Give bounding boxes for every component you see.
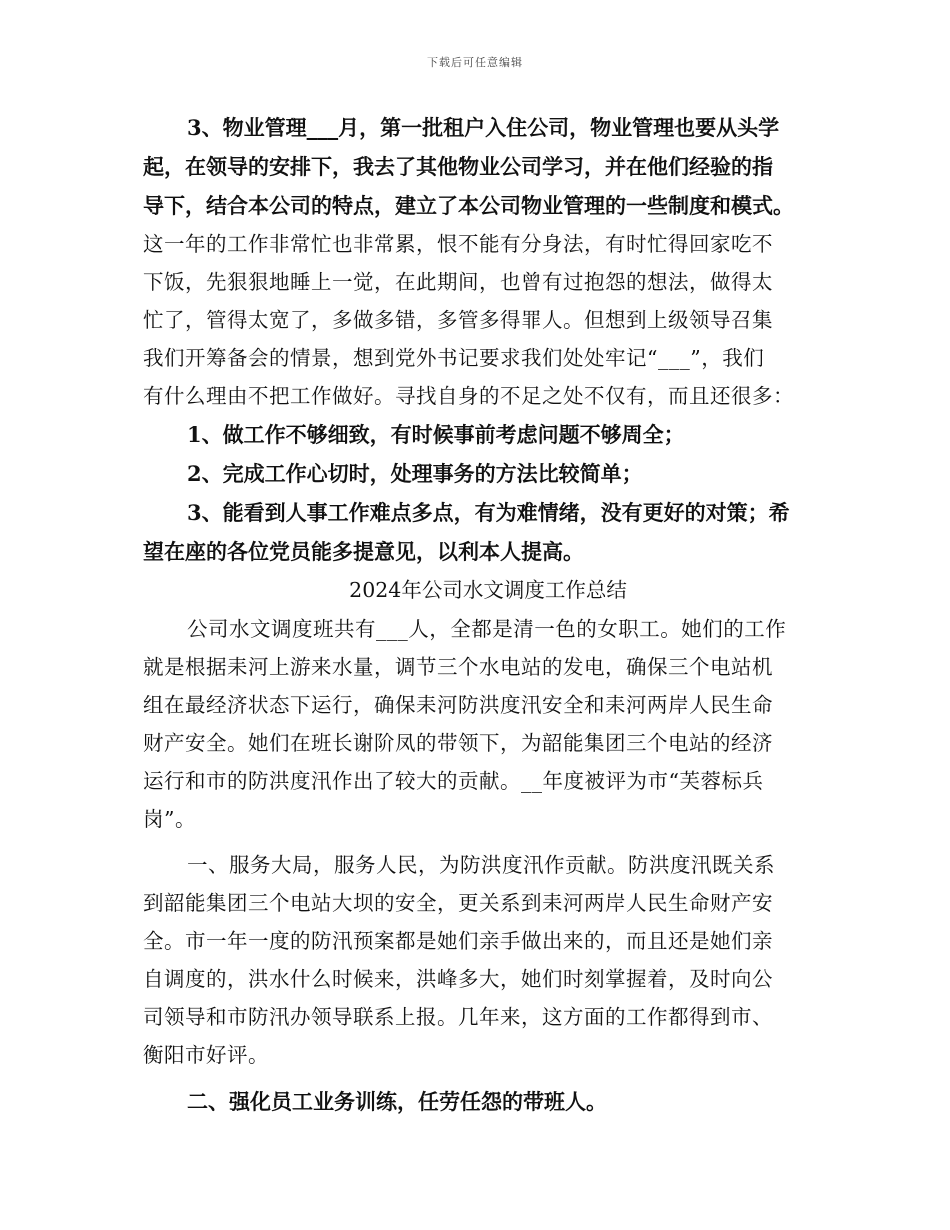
paragraph-line: 司领导和市防汛办领导联系上报。几年来，这方面的工作都得到市、 [143, 1005, 773, 1029]
paragraph-line: 导下，结合本公司的特点，建立了本公司物业管理的一些制度和模式。 [143, 193, 794, 218]
paragraph-line: 这一年的工作非常忙也非常累，恨不能有分身法，有时忙得回家吃不 [143, 232, 773, 256]
paragraph-line: 就是根据耒河上游来水量，调节三个水电站的发电，确保三个电站机 [143, 655, 773, 679]
paragraph-line: 望在座的各位党员能多提意见，以利本人提高。 [143, 539, 584, 564]
paragraph-gap [143, 838, 823, 846]
list-item: 3、能看到人事工作难点多点，有为难情绪，没有更好的对策；希 [187, 500, 790, 525]
paragraph-line: 组在最经济状态下运行，确保耒河防洪度汛安全和耒河两岸人民生命 [143, 693, 773, 717]
paragraph-line: 起，在领导的安排下，我去了其他物业公司学习，并在他们经验的指 [143, 154, 773, 179]
paragraph-line: 自调度的，洪水什么时候来，洪峰多大，她们时刻掌握着，及时向公 [143, 967, 773, 991]
paragraph-line: 运行和市的防洪度汛作出了较大的贡献。__年度被评为市“芙蓉标兵 [143, 769, 764, 793]
paragraph-line: 到韶能集团三个电站大坝的安全，更关系到耒河两岸人民生命财产安 [143, 891, 773, 915]
paragraph-line: 全。市一年一度的防汛预案都是她们亲手做出来的，而且还是她们亲 [143, 929, 773, 953]
paragraph-line: 公司水文调度班共有___人，全都是清一色的女职工。她们的工作 [187, 617, 787, 641]
paragraph-line: 一、服务大局，服务人民，为防洪度汛作贡献。防洪度汛既关系 [187, 853, 775, 877]
section-heading: 二、强化员工业务训练，任劳任怨的带班人。 [187, 1089, 607, 1114]
paragraph-line: 岗”。 [143, 807, 196, 831]
list-item: 1、做工作不够细致，有时候事前考虑问题不够周全； [187, 422, 685, 447]
paragraph-line: 财产安全。她们在班长谢阶凤的带领下，为韶能集团三个电站的经济 [143, 731, 773, 755]
paragraph-line: 忙了，管得太宽了，多做多错，多管多得罪人。但想到上级领导召集 [143, 308, 773, 332]
page-header: 下载后可任意编辑 [427, 56, 523, 69]
paragraph-gap [143, 1074, 823, 1082]
paragraph-line: 下饭，先狠狠地睡上一觉，在此期间，也曾有过抱怨的想法，做得太 [143, 270, 773, 294]
paragraph-line: 衡阳市好评。 [143, 1043, 269, 1067]
list-item: 2、完成工作心切时，处理事务的方法比较简单； [187, 461, 643, 486]
paragraph-line: 有什么理由不把工作做好。寻找自身的不足之处不仅有，而且还很多： [143, 384, 794, 408]
paragraph-line: 3、物业管理___月，第一批租户入住公司，物业管理也要从头学 [187, 115, 780, 140]
document-body [143, 108, 823, 1121]
section-title: 2024年公司水文调度工作总结 [349, 578, 627, 602]
paragraph-line: 我们开筹备会的情景，想到党外书记要求我们处处牢记“___”，我们 [143, 346, 765, 370]
